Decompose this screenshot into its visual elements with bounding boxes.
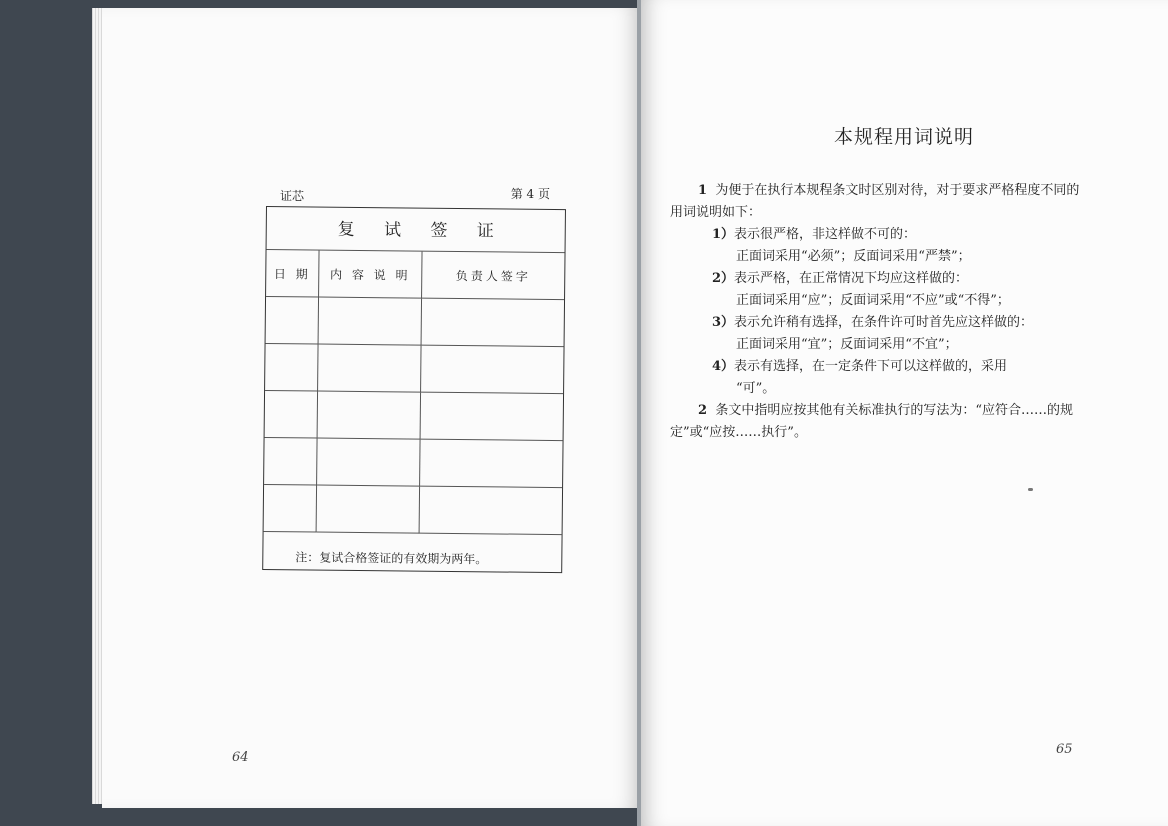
table-cell bbox=[265, 391, 318, 439]
sub-clause-text: 表示有选择，在一定条件下可以这样做的，采用 bbox=[734, 359, 1008, 374]
certificate-table bbox=[264, 250, 565, 535]
sub-clause-text: 表示严格，在正常情况下均应这样做的： bbox=[734, 271, 969, 286]
page-number-right: 65 bbox=[1056, 742, 1073, 757]
sub-clause-1 bbox=[670, 224, 1082, 246]
table-cell bbox=[419, 486, 562, 534]
section-body bbox=[670, 180, 1082, 444]
clause-1 bbox=[670, 180, 1082, 224]
sub-clause-number: 2） bbox=[712, 271, 735, 286]
table-row bbox=[264, 437, 562, 487]
sub-clause-detail: 正面词采用“宜”；反面词采用“不宜”； bbox=[736, 337, 958, 352]
table-cell bbox=[421, 345, 564, 393]
sub-clause-number: 3） bbox=[712, 315, 735, 330]
table-cell bbox=[420, 439, 563, 487]
clause-number: 1 bbox=[698, 183, 708, 198]
sub-clause-detail: “可”。 bbox=[736, 381, 776, 396]
clause-number: 2 bbox=[698, 403, 708, 418]
column-header-signature: 负责人签字 bbox=[422, 252, 565, 300]
table-cell bbox=[264, 437, 317, 485]
clause-text: 为便于在执行本规程条文时区别对待，对于要求严格程度不同的用词说明如下： bbox=[670, 183, 1080, 220]
table-cell bbox=[317, 391, 420, 439]
section-title: 本规程用词说明 bbox=[833, 126, 974, 148]
certificate-form bbox=[262, 206, 566, 573]
sub-clause-text: 表示允许稍有选择，在条件许可时首先应这样做的： bbox=[734, 315, 1034, 330]
column-header-date: 日 期 bbox=[266, 250, 319, 297]
table-cell bbox=[318, 297, 421, 345]
sub-clause-3 bbox=[670, 312, 1082, 334]
table-cell bbox=[316, 485, 419, 533]
table-cell bbox=[264, 484, 317, 532]
header-left-label: 证芯 bbox=[280, 189, 305, 203]
sub-clause-4 bbox=[670, 356, 1082, 378]
sub-clause-number: 1） bbox=[712, 227, 735, 242]
table-cell bbox=[317, 438, 420, 486]
table-row bbox=[265, 344, 563, 394]
certificate-title: 复 试 签 证 bbox=[267, 207, 565, 253]
sub-clause-2 bbox=[670, 268, 1082, 290]
certificate-note: 注：复试合格签证的有效期为两年。 bbox=[295, 550, 488, 567]
sub-clause-detail: 正面词采用“必须”；反面词采用“严禁”； bbox=[736, 249, 971, 264]
header-page-label: 第 4 页 bbox=[510, 187, 550, 201]
sub-clause-number: 4） bbox=[712, 359, 735, 374]
table-row bbox=[265, 391, 563, 441]
table-header-row bbox=[266, 250, 564, 300]
sub-clause-detail: 正面词采用“应”；反面词采用“不应”或“不得”； bbox=[736, 293, 1010, 308]
table-cell bbox=[265, 344, 318, 392]
table-row bbox=[264, 484, 562, 534]
table-cell bbox=[421, 298, 564, 346]
table-cell bbox=[266, 297, 319, 345]
table-cell bbox=[318, 344, 421, 392]
clause-2 bbox=[670, 400, 1082, 444]
scan-speck bbox=[1028, 488, 1033, 491]
table-cell bbox=[420, 392, 563, 440]
clause-text: 条文中指明应按其他有关标准执行的写法为：“应符合……的规定”或“应按……执行”。 bbox=[670, 403, 1073, 440]
table-row bbox=[266, 297, 564, 347]
sub-clause-text: 表示很严格，非这样做不可的： bbox=[734, 227, 917, 242]
page-number-left: 64 bbox=[232, 750, 249, 765]
column-header-content: 内 容 说 明 bbox=[319, 251, 422, 299]
